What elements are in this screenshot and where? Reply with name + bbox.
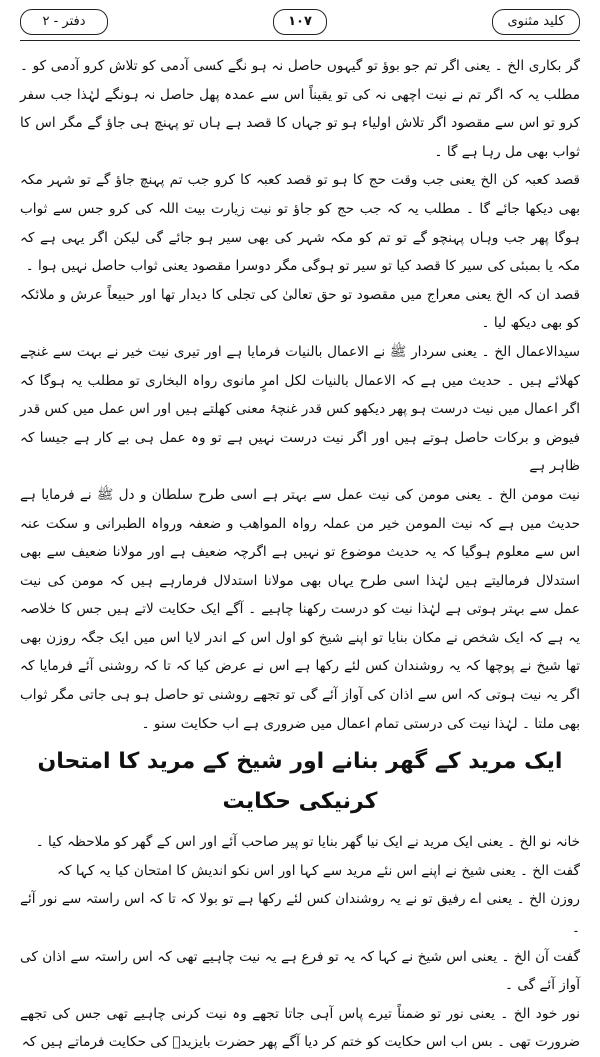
volume-label: دفتر - ۲ xyxy=(42,14,86,29)
story-heading: ایک مرید کے گھر بنانے اور شیخ کے مرید کا امتحان کرنیکی حکایت xyxy=(37,749,563,815)
paragraph: خانہ نو الخ ۔ یعنی ایک مرید نے ایک نیا گھر بنایا تو پیر صاحب آئے اور اس کے گھر کو ملاحظہ کیا ۔ xyxy=(35,834,580,851)
page-number-box xyxy=(273,9,327,35)
paragraph: قصد کعبہ کن الخ یعنی جب وقت حج کا ہو تو قصد کعبہ کا کرو جب تم پہنچ جاؤ گے تو شہر مکہ بھی دیکھا جائے گا ۔ مطلب یہ کہ جب حج کو جاؤ تو نیت زیارت بیت اللہ کی کرو جس سے ثواب ہوگا پھر جب وہاں پہنچو گے تو تم کو مکہ شہر کی بھی سیر ہو جائے گی لیکن اگر یہی ہے کہ مکہ یا بمبئی کی سیر کا قصد کیا تو سیر تو ہوگی مگر دوسرا مقصود یعنی ثواب حاصل نہیں ہوا ۔ xyxy=(20,172,580,275)
paragraph: گر بکاری الخ ۔ یعنی اگر تم جو بوؤ تو گیہوں حاصل نہ ہو نگے کسی آدمی کو تلاش کرو آدمی کو ۔ مطلب یہ کہ اگر تم نے نیت اچھی نہ کی تو یقیناً اس سے عمدہ پھل حاصل نہ ہونگے لہٰذا جب سفر کرو تو اس سے مقصود اگر تلاش اولیاء ہو تو جہاں کا قصد ہے ہاں تو پہنچ ہی جاؤ گے مگر اس کا ثواب بھی مل رہا ہے گا ۔ xyxy=(20,58,580,160)
book-title: کلید مثنوی xyxy=(507,14,565,29)
paragraph: روزن الخ ۔ یعنی اے رفیق تو نے یہ روشندان کس لئے رکھا ہے تو بولا کہ تا کہ اس راستہ سے نور آئے ۔ xyxy=(20,891,580,937)
book-title-box xyxy=(492,9,580,35)
page-header xyxy=(20,6,580,41)
paragraph: گفت الخ ۔ یعنی شیخ نے اپنے اس نئے مرید سے کہا اور اس نکو اندیش کا امتحان کیا یہ کہا کہ xyxy=(57,862,580,879)
paragraph: قصد ان کہ الخ یعنی معراج میں مقصود تو حق تعالیٰ کی تجلی کا دیدار تھا اور حبیعاً عرش و ملائکہ کو بھی دیکھ لیا ۔ xyxy=(20,286,580,332)
paragraph: نور خود الخ ۔ یعنی نور تو ضمناً تیرے پاس آہی جاتا تجھے وہ نیت کرنی چاہیے تھی جس کی تجھے ضرورت تھی ۔ بس اب اس حکایت کو ختم کر دیا آگے پھر حضرت بایزیدؒ کی حکایت فرماتے ہیں کہ xyxy=(20,1005,580,1051)
paragraph: سیدالاعمال الخ ۔ یعنی سردار ﷺ نے الاعمال بالنیات فرمایا ہے اور تیری نیت خیر نے بہت سے غنچے کھلائے ہیں ۔ حدیث میں ہے کہ الاعمال بالنیات لکل امرٍ مانوی رواہ البخاری تو مطلب یہ ہوگا کہ اگر اعمال میں نیت درست ہو پھر دیکھو کس قدر غنچۂ معنی کھلتے ہیں اور اس عمل میں کس قدر فیوض و برکات حاصل ہوتے ہیں اور اگر نیت درست نہیں ہے تو وہ عمل ہی بے کار ہے جیسا کہ ظاہر ہے xyxy=(20,343,580,475)
page-number: ۱۰۷ xyxy=(288,14,312,29)
volume-box xyxy=(20,9,108,35)
page-body xyxy=(20,52,580,1051)
paragraph: نیت مومن الخ ۔ یعنی مومن کی نیت عمل سے بہتر ہے اسی طرح سلطان و دل ﷺ نے فرمایا ہے حدیث میں ہے کہ نیت المومن خیر من عملہ رواہ المواهب و ضعفہ ورواہ الطبرانی و سکت عنہ اس سے معلوم ہوگیا کہ یہ حدیث موضوع تو نہیں ہے اگرچہ ضعیف ہے اور مولانا ضعیف سے بھی استدلال فرمالیتے ہیں لہٰذا اسی طرح یہاں بھی مولانا استدلال فرمارہے ہیں کہ مومن کی نیت عمل سے بہتر ہوتی ہے لہٰذا نیت کو درست رکھنا چاہیے ۔ آگے ایک حکایت لاتے ہیں جس کا خلاصہ یہ ہے کہ ایک شخص نے مکان بنایا تو اپنے شیخ کو اول اس کے اندر لایا اس میں ایک جگہ روزن بھی تھا شیخ نے پوچھا کہ یہ روشندان کس لئے رکھا ہے اس نے عرض کیا کہ تا کہ روشنی آئے فرمایا کہ اگر یہ نیت ہوتی کہ اس سے اذان کی آواز آئے گی تو تجھے روشنی تو حاصل ہو ہی جاتی مگر ثواب بھی ملتا ۔ لہٰذا نیت کی درستی تمام اعمال میں ضروری ہے اب حکایت سنو ۔ xyxy=(20,486,580,732)
paragraph: گفت آن الخ ۔ یعنی اس شیخ نے کہا کہ یہ تو فرع ہے یہ نیت چاہیے تھی کہ اس راستہ سے اذان کی آواز آئے گی ۔ xyxy=(20,948,580,994)
